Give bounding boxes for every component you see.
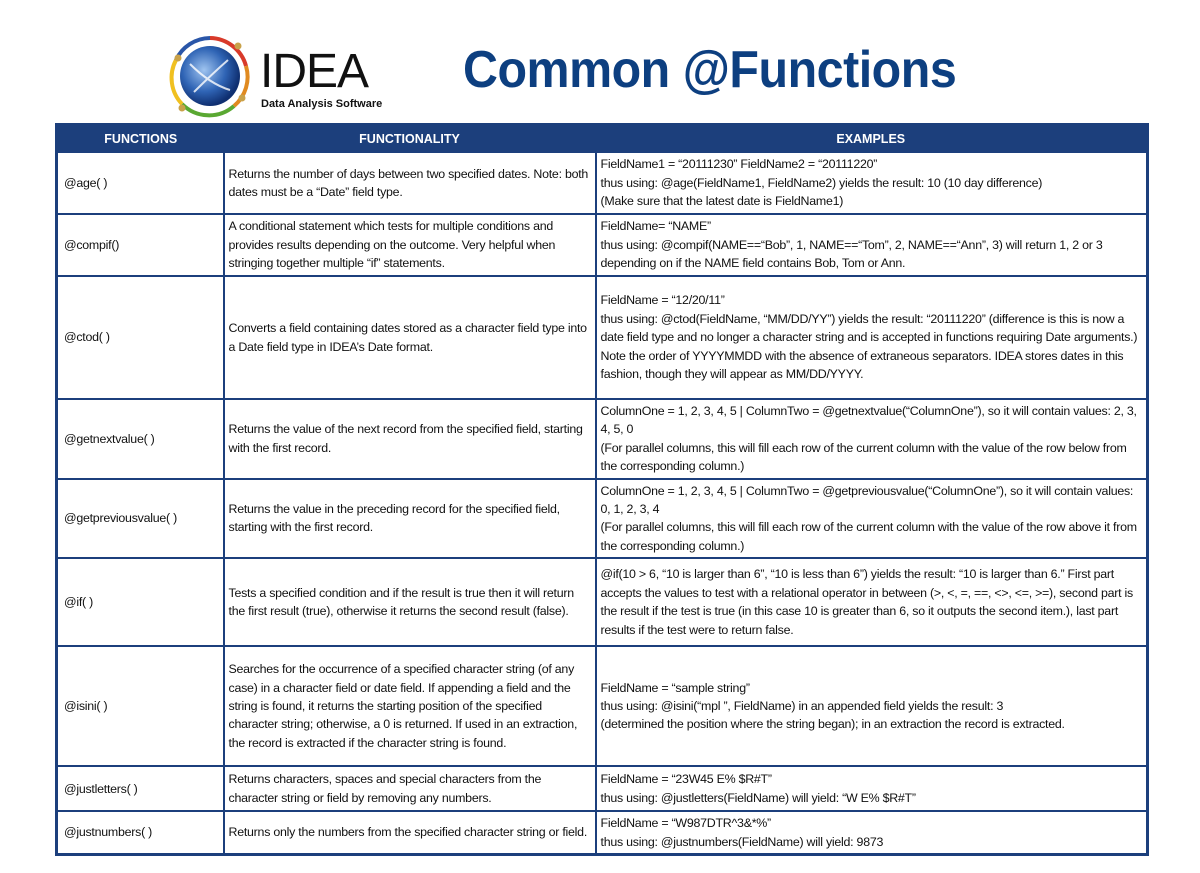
example-cell: FieldName = “23W45 E% $R#T” thus using: @justletters(FieldName) will yield: “W E% $R#T” <box>596 766 1148 811</box>
example-cell: FieldName= “NAME” thus using: @compif(NAME==“Bob”, 1, NAME==“Tom”, 2, NAME==“Ann”, 3) will return 1, 2 or 3 depending on if the NAME field contains Bob, Tom or Ann. <box>596 214 1148 276</box>
table-row <box>57 399 1148 479</box>
function-cell: @ctod( ) <box>57 276 224 399</box>
globe-logo-icon <box>168 34 252 118</box>
page-title: Common @Functions <box>463 41 957 99</box>
idea-logo <box>160 28 430 120</box>
function-cell: @isini( ) <box>57 646 224 766</box>
example-cell: FieldName1 = “20111230” FieldName2 = “20111220” thus using: @age(FieldName1, FieldName2) yields the result: 10 (10 day difference) (Make sure that the latest date is FieldName1) <box>596 152 1148 214</box>
function-cell: @compif() <box>57 214 224 276</box>
example-cell: ColumnOne = 1, 2, 3, 4, 5 | ColumnTwo = @getpreviousvalue(“ColumnOne”), so it will contain values: 0, 1, 2, 3, 4 (For parallel columns, this will fill each row of the current column with the value of the row above it from the corresponding column.) <box>596 479 1148 559</box>
table-header-row <box>57 125 1148 153</box>
table-row <box>57 276 1148 399</box>
functions-table <box>55 123 1149 856</box>
function-cell: @justnumbers( ) <box>57 811 224 854</box>
functionality-cell: Searches for the occurrence of a specified character string (of any case) in a character field or date field. If appending a field and the string is found, it returns the starting position of the specified character string; otherwise, a 0 is returned. If used in an extraction, the record is extracted if the character string is found. <box>224 646 596 766</box>
logo-subtitle: Data Analysis Software <box>261 98 383 110</box>
table-row <box>57 646 1148 766</box>
table-row <box>57 811 1148 854</box>
example-cell: @if(10 > 6, “10 is larger than 6”, “10 is less than 6”) yields the result: “10 is larger than 6.” First part accepts the values to test with a relational operator in between (>, <, =, ==, <>, <=, >=), second part is the result if the test is true (in this case 10 is greater than 6, so it outputs the second item.), last part results if the test were to return false. <box>596 558 1148 646</box>
table-row <box>57 214 1148 276</box>
logo-wordmark: IDEA <box>260 45 369 98</box>
function-cell: @if( ) <box>57 558 224 646</box>
functionality-cell: Returns characters, spaces and special characters from the character string or field by removing any numbers. <box>224 766 596 811</box>
function-cell: @age( ) <box>57 152 224 214</box>
functionality-cell: Returns the value of the next record from the specified field, starting with the first record. <box>224 399 596 479</box>
example-cell: FieldName = “W987DTR^3&*%” thus using: @justnumbers(FieldName) will yield: 9873 <box>596 811 1148 854</box>
table-row <box>57 558 1148 646</box>
table-row <box>57 152 1148 214</box>
functionality-cell: Converts a field containing dates stored as a character field type into a Date field type in IDEA’s Date format. <box>224 276 596 399</box>
functionality-cell: Tests a specified condition and if the result is true then it will return the first result (true), otherwise it returns the second result (false). <box>224 558 596 646</box>
column-header-functionality: FUNCTIONALITY <box>224 125 596 153</box>
column-header-examples: EXAMPLES <box>596 125 1148 153</box>
example-cell: ColumnOne = 1, 2, 3, 4, 5 | ColumnTwo = @getnextvalue(“ColumnOne”), so it will contain values: 2, 3, 4, 5, 0 (For parallel columns, this will fill each row of the current column with the value of the row below from the corresponding column.) <box>596 399 1148 479</box>
functionality-cell: Returns the number of days between two specified dates. Note: both dates must be a “Date” field type. <box>224 152 596 214</box>
functionality-cell: A conditional statement which tests for multiple conditions and provides results depending on the outcome. Very helpful when stringing together multiple “if” statements. <box>224 214 596 276</box>
functionality-cell: Returns only the numbers from the specified character string or field. <box>224 811 596 854</box>
table-row <box>57 766 1148 811</box>
function-cell: @justletters( ) <box>57 766 224 811</box>
column-header-functions: FUNCTIONS <box>57 125 224 153</box>
example-cell: FieldName = “12/20/11” thus using: @ctod(FieldName, “MM/DD/YY”) yields the result: “20111220” (difference is this is now a date field type and no longer a character string and is accepted in functions requiring Date arguments.) Note the order of YYYYMMDD with the absence of extraneous separators. IDEA stores dates in this fashion, though they will appear as MM/DD/YYYY. <box>596 276 1148 399</box>
function-cell: @getpreviousvalue( ) <box>57 479 224 559</box>
function-cell: @getnextvalue( ) <box>57 399 224 479</box>
example-cell: FieldName = “sample string” thus using: @isini(“mpl ”, FieldName) in an appended field yields the result: 3 (determined the position where the string began); in an extraction the record is extracted. <box>596 646 1148 766</box>
table-row <box>57 479 1148 559</box>
functionality-cell: Returns the value in the preceding record for the specified field, starting with the first record. <box>224 479 596 559</box>
